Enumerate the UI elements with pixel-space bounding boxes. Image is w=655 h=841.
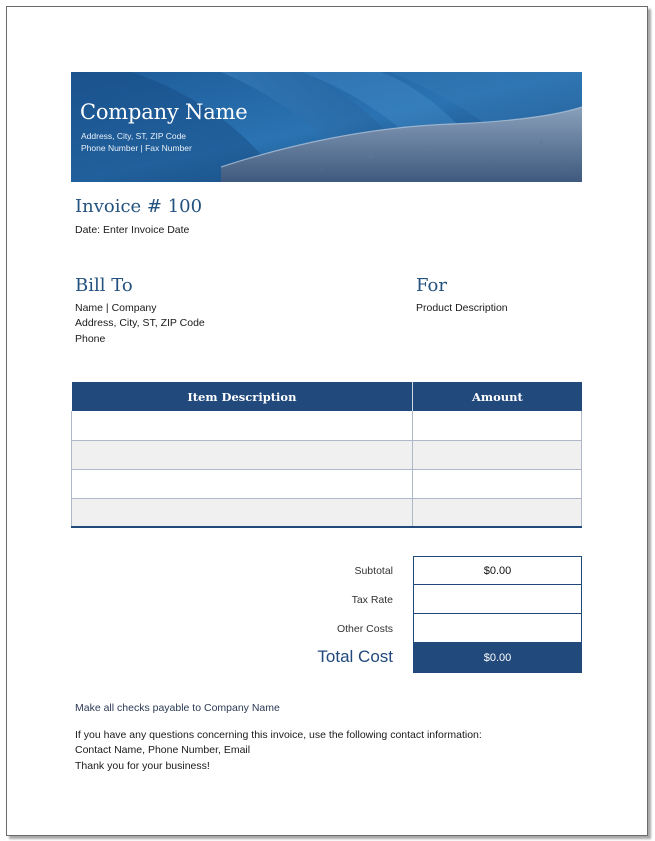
column-header-item-description: Item Description [72,382,413,411]
company-phone-fax: Phone Number | Fax Number [81,143,192,153]
payable-note: Make all checks payable to Company Name [75,702,280,714]
table-row [72,440,582,469]
other-costs-value[interactable] [413,614,582,643]
table-row [72,411,582,440]
bill-to-phone: Phone [75,333,106,345]
tax-rate-value[interactable] [413,585,582,614]
invoice-date: Date: Enter Invoice Date [75,224,190,236]
item-description-cell[interactable] [72,498,413,527]
subtotal-value[interactable]: $0.00 [413,556,582,585]
for-title: For [416,275,447,296]
questions-note: If you have any questions concerning this invoice, use the following contact information: [75,729,482,741]
table-row [72,498,582,527]
item-description-cell[interactable] [72,411,413,440]
bill-to-address: Address, City, ST, ZIP Code [75,317,205,329]
tax-rate-label: Tax Rate [351,594,393,606]
total-cost-value[interactable]: $0.00 [413,643,582,673]
item-amount-cell[interactable] [413,411,582,440]
column-header-amount: Amount [413,382,582,411]
banner-artwork [71,72,582,182]
other-costs-label: Other Costs [336,623,393,635]
company-name: Company Name [80,100,248,124]
contact-info: Contact Name, Phone Number, Email [75,744,251,756]
item-amount-cell[interactable] [413,469,582,498]
item-amount-cell[interactable] [413,440,582,469]
item-description-cell[interactable] [72,440,413,469]
for-description: Product Description [416,302,508,314]
bill-to-name: Name | Company [75,302,157,314]
bill-to-title: Bill To [75,275,133,296]
header-banner [71,72,582,182]
items-table [71,382,582,528]
table-row [72,469,582,498]
item-amount-cell[interactable] [413,498,582,527]
items-header-row [72,382,582,411]
invoice-number-title: Invoice # 100 [75,196,203,217]
item-description-cell[interactable] [72,469,413,498]
thank-you-note: Thank you for your business! [75,760,210,772]
total-cost-label: Total Cost [317,647,393,666]
subtotal-label: Subtotal [354,565,393,577]
company-address: Address, City, ST, ZIP Code [81,131,187,141]
